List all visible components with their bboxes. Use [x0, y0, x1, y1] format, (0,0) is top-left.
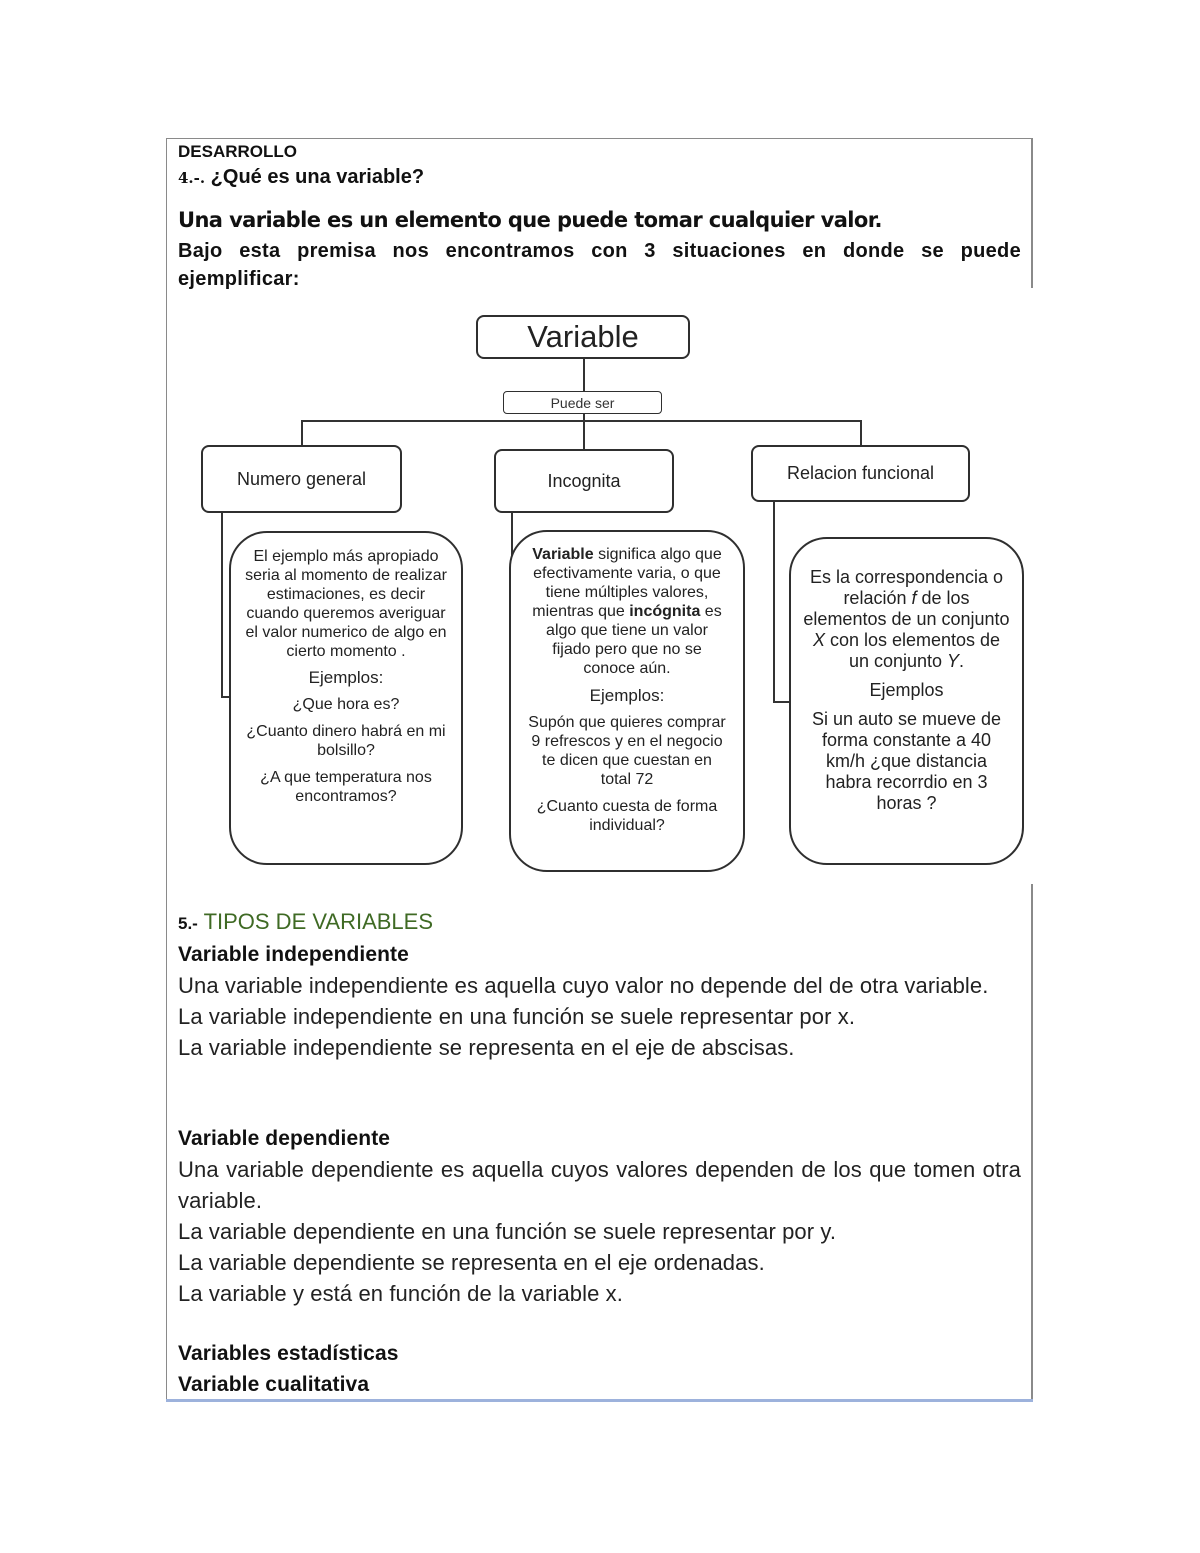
- frame-border-right: [1031, 884, 1033, 1401]
- section5-heading: [178, 909, 433, 935]
- root-node-label: Variable: [527, 319, 639, 354]
- desc-text: es algo que tiene un valor fijado pero que no se conoce aún.: [546, 603, 722, 677]
- branch-description: El ejemplo más apropiado seria al momento de realizar estimaciones, es decir cuando queremos averiguar el valor numerico de algo en cierto momento .: [245, 548, 447, 660]
- examples-label: Ejemplos: [869, 680, 944, 700]
- desc-text: de los elementos de un conjunto: [803, 588, 1010, 629]
- root-node-variable: [476, 315, 690, 359]
- branch-node-incognita: [494, 449, 674, 513]
- subsection-heading: Variable independiente: [178, 943, 409, 966]
- definition-text: Una variable es un elemento que puede tomar cualquier valor.: [178, 208, 882, 232]
- branch-description: [801, 567, 1012, 672]
- example-item: Si un auto se mueve de forma constante a 40 km/h ¿que distancia habra recorrdio en 3 horas ?: [811, 709, 1002, 813]
- example-item: ¿Cuanto cuesta de forma individual?: [536, 798, 718, 834]
- paragraph-line: La variable independiente en una función se suele representar por x.: [178, 1004, 856, 1029]
- branch-description: [525, 545, 729, 678]
- frame-border-right: [1031, 138, 1033, 288]
- examples-label: Ejemplos:: [589, 686, 665, 705]
- elbow-line: [221, 513, 223, 697]
- branch-title: Numero general: [236, 468, 367, 489]
- connector-line: [583, 359, 585, 392]
- variables-estadisticas-block: [178, 1338, 399, 1400]
- question-number: 4.-.: [178, 169, 206, 187]
- desc-italic: f: [911, 588, 917, 608]
- branch-node-numero-general: [201, 445, 402, 513]
- desc-text: Es la correspondencia o relación: [809, 567, 1004, 608]
- paragraph-line: Una variable independiente es aquella cuyo valor no depende del de otra variable.: [178, 973, 989, 998]
- variable-dependiente-block: [178, 1123, 1021, 1309]
- paragraph-line: La variable dependiente se representa en el eje ordenadas.: [178, 1250, 765, 1275]
- connector-label: Puede ser: [550, 394, 615, 411]
- example-item: ¿A que temperatura nos encontramos?: [260, 769, 432, 805]
- desc-text: significa algo que efectivamente varia, o que tiene múltiples valores, mientras que: [532, 546, 722, 620]
- question-text: ¿Qué es una variable?: [210, 166, 425, 188]
- branch-line: [860, 420, 862, 446]
- desc-bold: Variable: [532, 546, 594, 563]
- description-bubble-incognita: [509, 530, 745, 872]
- paragraph-line: La variable independiente se representa en el eje de abscisas.: [178, 1035, 795, 1060]
- section5-number: 5.-: [178, 914, 198, 933]
- elbow-line: [773, 502, 775, 702]
- subsection-heading: Variable cualitativa: [178, 1373, 370, 1396]
- description-bubble-relacion-funcional: [789, 537, 1024, 865]
- question-heading: [178, 166, 424, 189]
- desc-italic: Y: [947, 651, 960, 671]
- subsection-heading: Variable dependiente: [178, 1127, 391, 1150]
- examples-label: Ejemplos:: [308, 668, 384, 687]
- branch-title: Incognita: [547, 470, 621, 491]
- desc-italic: X: [812, 630, 825, 650]
- paragraph-line: Una variable dependiente es aquella cuyos valores dependen de los que tomen otra variable.: [178, 1157, 1021, 1213]
- example-item: Supón que quieres comprar 9 refrescos y en el negocio te dicen que cuestan en total 72: [528, 714, 726, 788]
- desc-text: con los elementos de un conjunto: [824, 630, 1001, 671]
- paragraph-line: La variable dependiente en una función se suele representar por y.: [178, 1219, 837, 1244]
- variable-independiente-block: [178, 939, 1021, 1063]
- example-item: ¿Que hora es?: [292, 696, 400, 713]
- subsection-heading: Variables estadísticas: [178, 1342, 399, 1365]
- branch-bar: [301, 420, 862, 422]
- section5-title: TIPOS DE VARIABLES: [203, 909, 434, 934]
- example-item: ¿Cuanto dinero habrá en mi bolsillo?: [246, 723, 446, 759]
- desc-bold: incógnita: [629, 603, 701, 620]
- premise-text: Bajo esta premisa nos encontramos con 3 situaciones en donde se puede ejemplificar:: [178, 240, 1021, 290]
- desc-text: .: [959, 651, 965, 671]
- branch-line: [301, 420, 303, 446]
- description-bubble-numero-general: [229, 531, 463, 865]
- section-heading: DESARROLLO: [178, 142, 297, 161]
- branch-title: Relacion funcional: [786, 463, 935, 483]
- connector-node-puede-ser: [503, 391, 662, 414]
- paragraph-line: La variable y está en función de la variable x.: [178, 1281, 623, 1306]
- branch-node-relacion-funcional: [751, 445, 970, 502]
